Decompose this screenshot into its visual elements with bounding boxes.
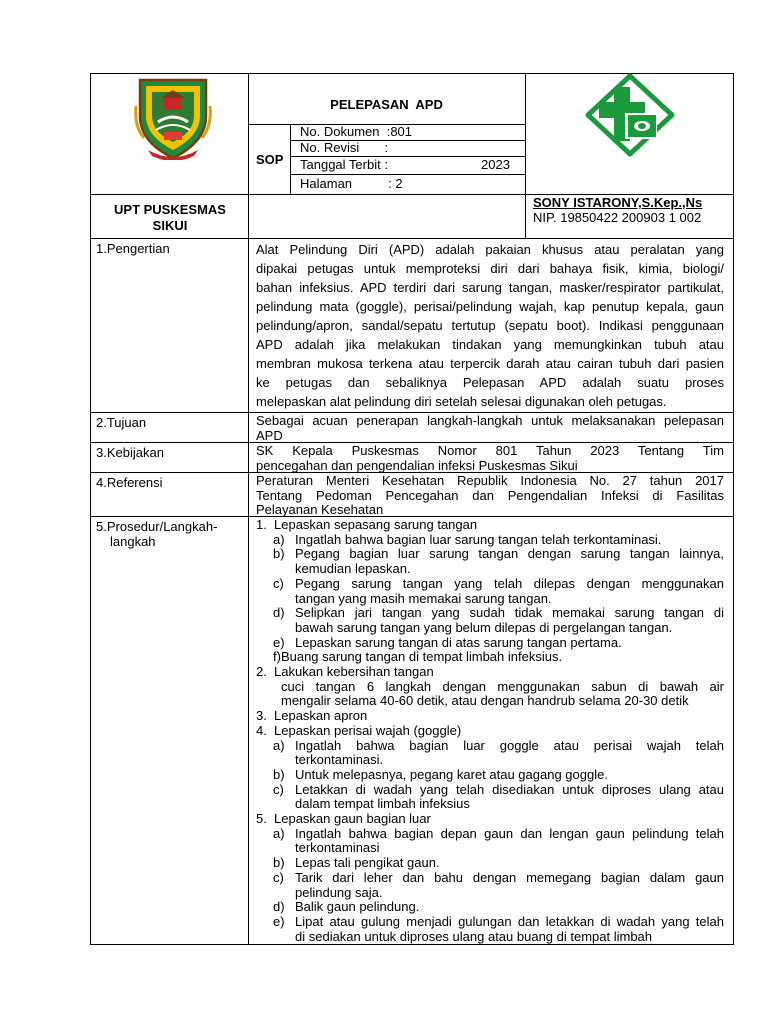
sub-step-item bbox=[256, 871, 724, 886]
sub-step-item bbox=[256, 533, 724, 548]
sub-step-text: Ingatlah bahwa bagian luar sarung tangan telah terkontaminasi. bbox=[295, 531, 662, 547]
document-title: PELEPASAN APD bbox=[330, 97, 443, 112]
text-line: Pelayanan Kesehatan bbox=[256, 502, 384, 517]
sub-step-item bbox=[256, 577, 724, 592]
section-label-pengertian: 1.Pengertian bbox=[96, 241, 170, 256]
section-label-referensi: 4.Referensi bbox=[96, 475, 163, 490]
sub-step-item bbox=[256, 621, 724, 636]
step-item bbox=[256, 665, 724, 680]
step-item bbox=[256, 709, 724, 724]
sub-step-item bbox=[256, 739, 724, 754]
sub-step-text: dalam tempat limbah infeksius bbox=[295, 796, 470, 812]
sub-step-text: Lepas tali pengikat gaun. bbox=[295, 855, 440, 871]
text-line: melepaskan alat pelindung diri setelah selesai digunakan oleh petugas. bbox=[256, 394, 667, 409]
sub-step-letter: c) bbox=[273, 781, 284, 797]
sub-step-text: Balik gaun pelindung. bbox=[295, 899, 420, 915]
sub-step-text: Lipat atau gulung menjadi gulungan dan letakkan di wadah yang telah bbox=[295, 913, 724, 929]
sub-step-item bbox=[256, 636, 724, 651]
sub-step-item bbox=[256, 900, 724, 915]
tujuan-text bbox=[256, 414, 724, 443]
revision: No. Revisi : bbox=[300, 140, 389, 155]
sop-label: SOP bbox=[256, 152, 284, 167]
sub-step-text: Selipkan jari tangan yang sudah tidak memakai sarung tangan di bbox=[295, 605, 724, 621]
sub-step-item bbox=[256, 797, 724, 812]
sub-step-text: Ingatlah bahwa bagian luar goggle atau perisai wajah telah bbox=[295, 737, 724, 753]
text-line: pelindung/apron, sandal/sepatu tertutup (sepatu boot). Indikasi penggunaan bbox=[256, 318, 724, 333]
section-label-kebijakan: 3.Kebijakan bbox=[96, 445, 164, 460]
sub-step-text: Pegang bagian luar sarung tangan dengan sarung tangan lainnya, bbox=[295, 546, 724, 562]
sub-step-text: Ingatlah bahwa bagian depan gaun dan lengan gaun pelindung telah bbox=[295, 825, 724, 841]
sub-step-letter: b) bbox=[273, 546, 285, 562]
sub-step-item bbox=[256, 783, 724, 798]
text-line: membran mukosa terkena atau terpercik darah atau cairan tubuh dari pasien bbox=[256, 356, 724, 371]
pengertian-text bbox=[256, 240, 724, 411]
text-line: Sebagai acuan penerapan langkah-langkah untuk melaksanakan pelepasan bbox=[256, 413, 724, 428]
sub-step-text: Letakkan di wadah yang telah disediakan untuk diproses ulang atau bbox=[295, 781, 724, 797]
sub-step-letter: a) bbox=[273, 531, 285, 547]
step-text: Lakukan kebersihan tangan bbox=[274, 664, 434, 680]
institution-name: UPT PUSKESMAS SIKUI bbox=[114, 202, 226, 233]
text-line: Tentang Pedoman Pencegahan dan Pengendalian Infeksi di Fasilitas bbox=[256, 487, 724, 503]
green-cross-icon bbox=[584, 73, 676, 157]
sub-step-letter: a) bbox=[273, 825, 285, 841]
sub-step-item bbox=[256, 827, 724, 842]
sub-step-letter: b) bbox=[273, 855, 285, 871]
step-text: Lepaskan gaun bagian luar bbox=[274, 811, 431, 827]
sub-step-text: Tarik dari leher dan bahu dengan memegang bagian dalam gaun bbox=[295, 869, 724, 885]
step-number: 2. bbox=[256, 664, 267, 680]
section-label-prosedur-cont: langkah bbox=[110, 534, 156, 549]
text-line: APD bbox=[256, 427, 283, 443]
step-number: 5. bbox=[256, 811, 267, 827]
signer-name: SONY ISTARONY,S.Kep.,Ns bbox=[533, 195, 703, 210]
sub-step-letter: a) bbox=[273, 737, 285, 753]
sub-step-item bbox=[256, 841, 724, 856]
sub-step-item bbox=[256, 930, 724, 945]
sub-step-text: Pegang sarung tangan yang telah dilepas dengan menggunakan bbox=[295, 575, 724, 591]
sub-step-item bbox=[256, 915, 724, 930]
sub-step-text: di sediakan untuk diproses ulang atau buang di tempat limbah bbox=[295, 928, 653, 944]
sub-step-text: bawah sarung tangan yang belum dilepas di pergelangan tangan. bbox=[295, 619, 673, 635]
text-line: dipakai petugas untuk memproteksi diri dari bahaya fisik, kimia, biologi/ bbox=[256, 261, 724, 276]
step-number: 3. bbox=[256, 708, 267, 724]
sub-step-item bbox=[256, 562, 724, 577]
sub-step-letter: d) bbox=[273, 899, 285, 915]
prosedur-list bbox=[256, 518, 724, 944]
doc-number: No. Dokumen :801 bbox=[300, 124, 413, 139]
text-line: Alat Pelindung Diri (APD) adalah pakaian khusus atau peralatan yang bbox=[256, 242, 724, 257]
text-line: APD adalah jika melakukan tindakan yang memungkinkan tubuh atau bbox=[256, 337, 724, 352]
issue-date-label: Tanggal Terbit : bbox=[300, 157, 388, 172]
text-line: SK Kepala Puskesmas Nomor 801 Tahun 2023 Tentang Tim bbox=[256, 443, 724, 458]
sub-step-text: f)Buang sarung tangan di tempat limbah infeksius. bbox=[273, 649, 563, 665]
regional-emblem-icon bbox=[134, 76, 212, 160]
step-text: Lepaskan apron bbox=[274, 708, 368, 724]
text-line: pelindung mata (goggle), perisai/pelindung wajah, kap penutup kepala, gaun bbox=[256, 299, 724, 314]
sub-step-item bbox=[256, 856, 724, 871]
sub-step-text: kemudian lepaskan. bbox=[295, 561, 411, 577]
sub-step-text: terkontaminasi bbox=[295, 840, 380, 856]
sub-step-text: tangan yang masih memakai sarung tangan. bbox=[295, 590, 552, 606]
text-line: Peraturan Menteri Kesehatan Republik Indonesia No. 27 tahun 2017 bbox=[256, 473, 724, 488]
sub-step-item bbox=[256, 606, 724, 621]
step-item bbox=[256, 812, 724, 827]
sub-step-text: Untuk melepasnya, pegang karet atau gagang goggle. bbox=[295, 766, 608, 782]
signer-nip: NIP. 19850422 200903 1 002 bbox=[533, 210, 702, 225]
section-label-prosedur: 5.Prosedur/Langkah- bbox=[96, 519, 218, 534]
kebijakan-text bbox=[256, 444, 724, 473]
step-number: 4. bbox=[256, 722, 267, 738]
step-item bbox=[256, 518, 724, 533]
sub-step-item bbox=[256, 886, 724, 901]
sub-step-text: Lepaskan sarung tangan di atas sarung tangan pertama. bbox=[295, 634, 622, 650]
step-text: Lepaskan sepasang sarung tangan bbox=[274, 517, 478, 532]
issue-year: 2023 bbox=[481, 157, 510, 172]
step-detail-text: cuci tangan 6 langkah dengan menggunakan sabun di bawah air bbox=[281, 678, 724, 694]
sub-step-item bbox=[256, 768, 724, 783]
sub-step-letter: d) bbox=[273, 605, 285, 621]
sub-step-letter: b) bbox=[273, 766, 285, 782]
sub-step-letter: c) bbox=[273, 869, 284, 885]
step-text: Lepaskan perisai wajah (goggle) bbox=[274, 722, 462, 738]
section-label-tujuan: 2.Tujuan bbox=[96, 415, 147, 430]
text-line: ke petugas dan sebaliknya Pelepasan APD adalah suatu proses bbox=[256, 375, 724, 390]
step-item bbox=[256, 724, 724, 739]
text-line: pencegahan dan pengendalian infeksi Puskesmas Sikui bbox=[256, 457, 578, 473]
sub-step-letter: e) bbox=[273, 913, 285, 929]
step-number: 1. bbox=[256, 517, 267, 532]
referensi-text bbox=[256, 474, 724, 518]
sub-step-text: terkontaminasi. bbox=[295, 752, 384, 768]
page-number: Halaman : 2 bbox=[300, 176, 403, 191]
step-detail-text: mengalir selama 40-60 detik, atau dengan handrub selama 20-30 detik bbox=[281, 693, 689, 709]
sub-step-item bbox=[256, 547, 724, 562]
sub-step-letter: e) bbox=[273, 634, 285, 650]
text-line: bahan infeksius. APD terdiri dari sarung tangan, masker/respirator partikulat, bbox=[256, 280, 724, 295]
sub-step-text: pelindung saja. bbox=[295, 884, 383, 900]
sub-step-item bbox=[256, 753, 724, 768]
sub-step-item bbox=[256, 592, 724, 607]
sub-step-letter: c) bbox=[273, 575, 284, 591]
